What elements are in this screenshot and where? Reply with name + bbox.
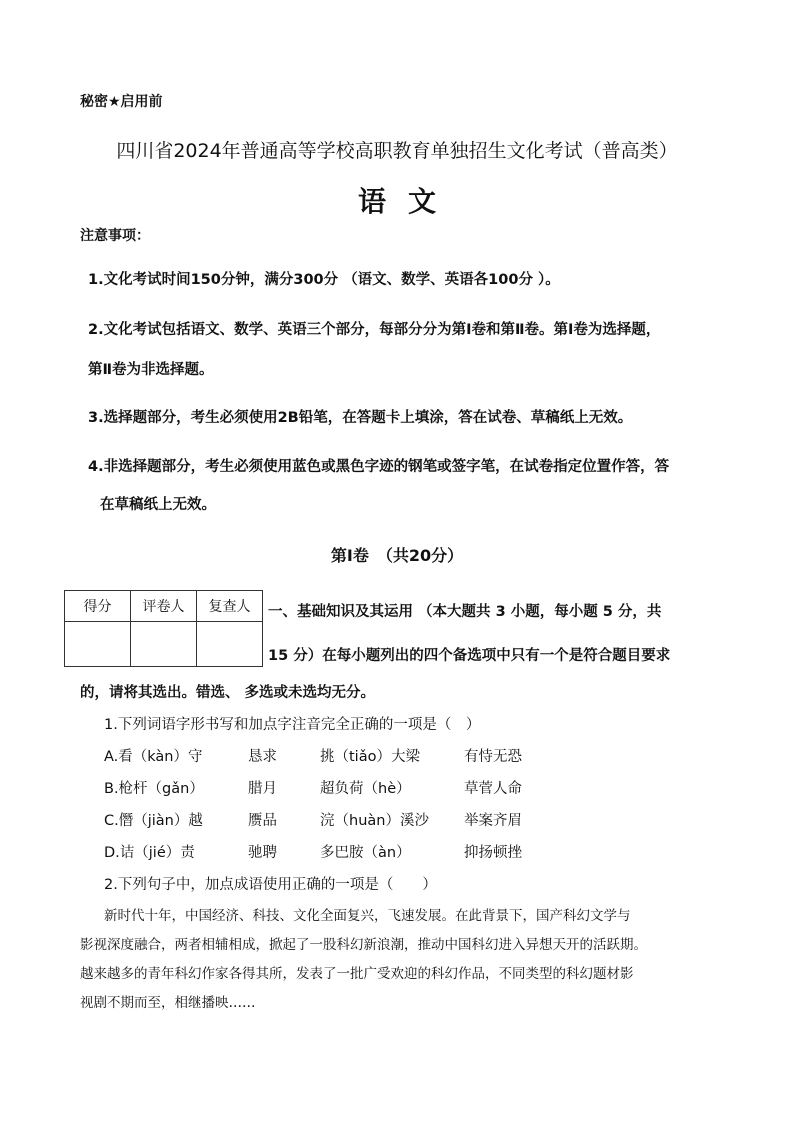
passage-line-3: 越来越多的青年科幻作家各得其所，发表了一批广受欢迎的科幻作品，不同类型的科幻题材影 [80,966,634,982]
question-2-stem: 2.下列句子中，加点成语使用正确的一项是（ ） [104,877,437,893]
q1-option-d-2: 驰聘 [248,845,277,861]
score-header-grader: 评卷人 [131,591,197,622]
passage-line-1: 新时代十年，中国经济、科技、文化全面复兴，飞速发展。在此背景下，国产科幻文学与 [104,908,631,924]
q1-option-b-3: 超负荷（hè） [320,781,411,797]
notice-item-2-cont: 第Ⅱ卷为非选择题。 [88,362,214,378]
q1-option-b-4: 草菅人命 [464,781,522,797]
score-table [64,590,263,667]
q1-option-c-3: 浣（huàn）溪沙 [320,813,429,829]
score-header-reviewer: 复查人 [197,591,263,622]
q1-option-a-3: 挑（tiǎo）大梁 [320,749,420,765]
reviewer-cell[interactable] [197,622,263,667]
part-one-intro-line3: 的，请将其选出。错选、 多选或未选均无分。 [80,685,376,701]
notice-heading: 注意事项： [80,228,150,244]
notice-item-4: 4.非选择题部分，考生必须使用蓝色或黑色字迹的钢笔或签字笔，在试卷指定位置作答，答 [88,459,670,475]
q1-option-b-2: 腊月 [248,781,277,797]
q1-option-d-1: D.诘（jié）责 [104,845,195,861]
part-one-intro-line1: 一、基础知识及其运用 （本大题共 3 小题，每小题 5 分，共 [268,604,662,620]
q1-option-c-1: C.僭（jiàn）越 [104,813,203,829]
q1-option-c-2: 赝品 [248,813,277,829]
q1-option-a-1: A.看（kàn）守 [104,749,203,765]
question-1-stem: 1.下列词语字形书写和加点字注音完全正确的一项是（ ） [104,717,481,733]
score-cell[interactable] [65,622,131,667]
passage-line-4: 视剧不期而至，相继播映…… [80,995,256,1011]
passage-line-2: 影视深度融合，两者相辅相成，掀起了一股科幻新浪潮，推动中国科幻进入异想天开的活跃期。 [80,937,647,953]
section-title: 第Ⅰ卷 （共20分） [330,546,464,565]
secret-mark: 秘密★启用前 [80,94,163,110]
q1-option-b-1: B.枪杆（gǎn） [104,781,204,797]
notice-item-4-cont: 在草稿纸上无效。 [100,497,216,513]
notice-item-3: 3.选择题部分，考生必须使用2B铅笔，在答题卡上填涂，答在试卷、草稿纸上无效。 [88,410,633,426]
q1-option-a-2: 恳求 [248,749,277,765]
score-header-score: 得分 [65,591,131,622]
q1-option-c-4: 举案齐眉 [464,813,522,829]
notice-item-1: 1.文化考试时间150分钟，满分300分 （语文、数学、英语各100分 ）。 [88,272,560,288]
grader-cell[interactable] [131,622,197,667]
notice-item-2: 2.文化考试包括语文、数学、英语三个部分，每部分分为第Ⅰ卷和第Ⅱ卷。第Ⅰ卷为选择题， [88,322,661,338]
q1-option-d-4: 抑扬顿挫 [464,845,522,861]
q1-option-a-4: 有恃无恐 [464,749,522,765]
part-one-intro-line2: 15 分）在每小题列出的四个备选项中只有一个是符合题目要求 [268,648,671,664]
exam-title: 四川省2024年普通高等学校高职教育单独招生文化考试（普高类） [116,140,678,162]
subject-title: 语文 [357,185,458,218]
q1-option-d-3: 多巴胺（àn） [320,845,411,861]
